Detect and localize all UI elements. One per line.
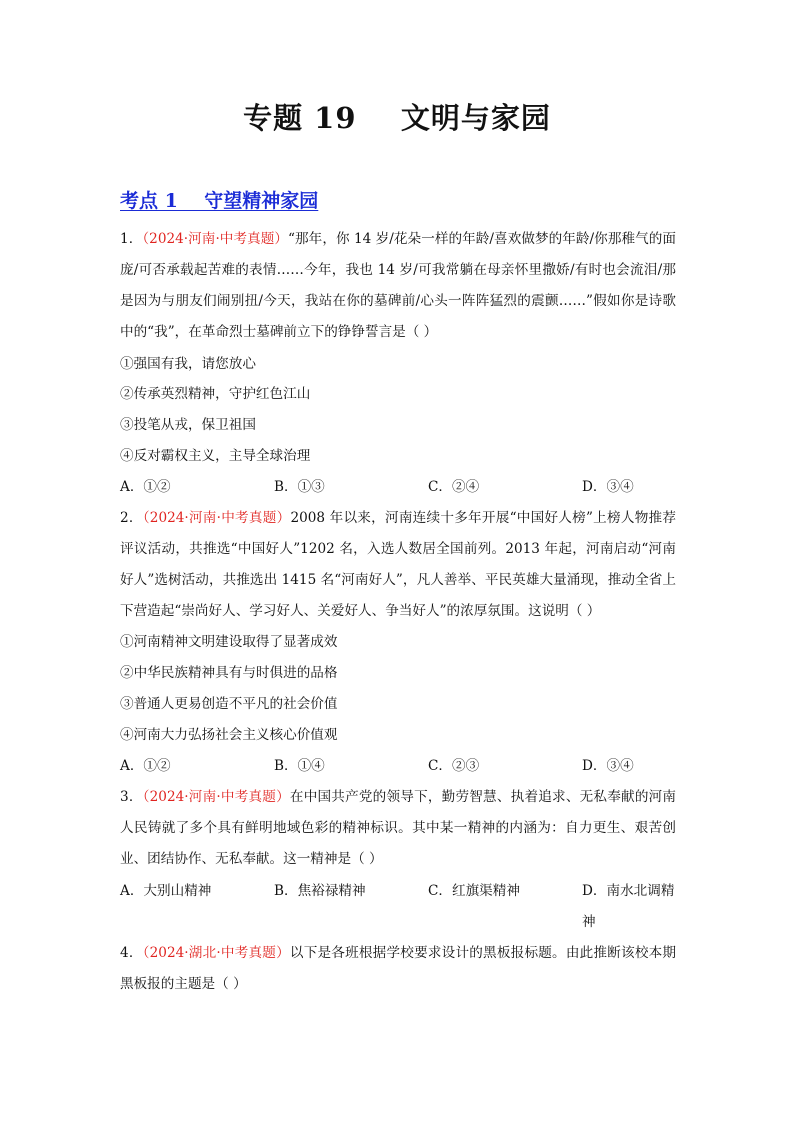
question-1-stem xyxy=(120,224,676,348)
choice-c[interactable]: C．红旗渠精神 xyxy=(428,883,520,899)
question-number: 2． xyxy=(120,510,143,526)
choice-a[interactable]: A．①② xyxy=(120,758,171,774)
choice-c[interactable]: C．②④ xyxy=(428,479,480,495)
choice-d[interactable]: D．南水北调精神 xyxy=(582,883,675,930)
choice-a[interactable]: A．大别山精神 xyxy=(120,883,212,899)
question-text: “那年，你 14 岁/花朵一样的年龄/喜欢做梦的年龄/你那稚气的面庞/可否承载起苦难的表情……今年，我也 14 岁/可我常躺在母亲怀里撒娇/有时也会流泪/那是因为与朋友们闹别扭/今天，我站在你的墓碑前/心头一阵阵猛烈的震颤……”假如你是诗歌中的“我”，在革命烈士墓碑前立下的铮铮誓言是（ ） xyxy=(120,231,676,340)
question-text: 以下是各班根据学校要求设计的黑板报标题。由此推断该校本期黑板报的主题是（ ） xyxy=(120,945,677,992)
statement-item: ④河南大力弘扬社会主义核心价值观 xyxy=(120,727,338,743)
question-source: （2024·河南·中考真题） xyxy=(142,231,289,247)
question-number: 3． xyxy=(120,789,143,805)
statement-item: ③普通人更易创造不平凡的社会价值 xyxy=(120,696,338,712)
question-number: 4． xyxy=(120,945,143,961)
choice-d[interactable]: D．③④ xyxy=(582,479,634,495)
question-text: 2008 年以来，河南连续十多年开展“中国好人榜”上榜人物推荐评议活动，共推选“中国好人”1202 名，入选人数居全国前列。2013 年起，河南启动“河南好人”选树活动，共推选出 1415 名“河南好人”，凡人善举、平民英雄大量涌现，推动全省上下营造起“崇尚好人、学习好人、关爱好人、争当好人”的浓厚氛围。这说明（ ） xyxy=(120,510,676,619)
question-source: （2024·河南·中考真题） xyxy=(142,510,291,526)
choice-b[interactable]: B．①④ xyxy=(274,758,325,774)
statement-item: ②中华民族精神具有与时俱进的品格 xyxy=(120,665,338,681)
page-title: 专题 19 文明与家园 xyxy=(243,101,551,135)
section-heading: 考点 1 守望精神家园 xyxy=(120,190,319,212)
choice-c[interactable]: C．②③ xyxy=(428,758,480,774)
statement-item: ①河南精神文明建设取得了显著成效 xyxy=(120,634,338,650)
question-source: （2024·河南·中考真题） xyxy=(142,789,290,805)
question-text: 在中国共产党的领导下，勤劳智慧、执着追求、无私奉献的河南人民铸就了多个具有鲜明地域色彩的精神标识。其中某一精神的内涵为：自力更生、艰苦创业、团结协作、无私奉献。这一精神是（ ） xyxy=(120,789,677,867)
question-3-stem xyxy=(120,782,676,875)
question-2-stem xyxy=(120,503,676,627)
choice-b[interactable]: B．焦裕禄精神 xyxy=(274,883,366,899)
statement-item: ②传承英烈精神，守护红色江山 xyxy=(120,386,311,402)
statement-item: ③投笔从戎，保卫祖国 xyxy=(120,417,256,433)
question-number: 1． xyxy=(120,231,143,247)
choice-d[interactable]: D．③④ xyxy=(582,758,634,774)
statement-item: ④反对霸权主义，主导全球治理 xyxy=(120,448,311,464)
question-4-stem xyxy=(120,938,676,1000)
statement-item: ①强国有我，请您放心 xyxy=(120,356,256,372)
question-source: （2024·湖北·中考真题） xyxy=(142,945,290,961)
choice-b[interactable]: B．①③ xyxy=(274,479,325,495)
choice-a[interactable]: A．①② xyxy=(120,479,171,495)
